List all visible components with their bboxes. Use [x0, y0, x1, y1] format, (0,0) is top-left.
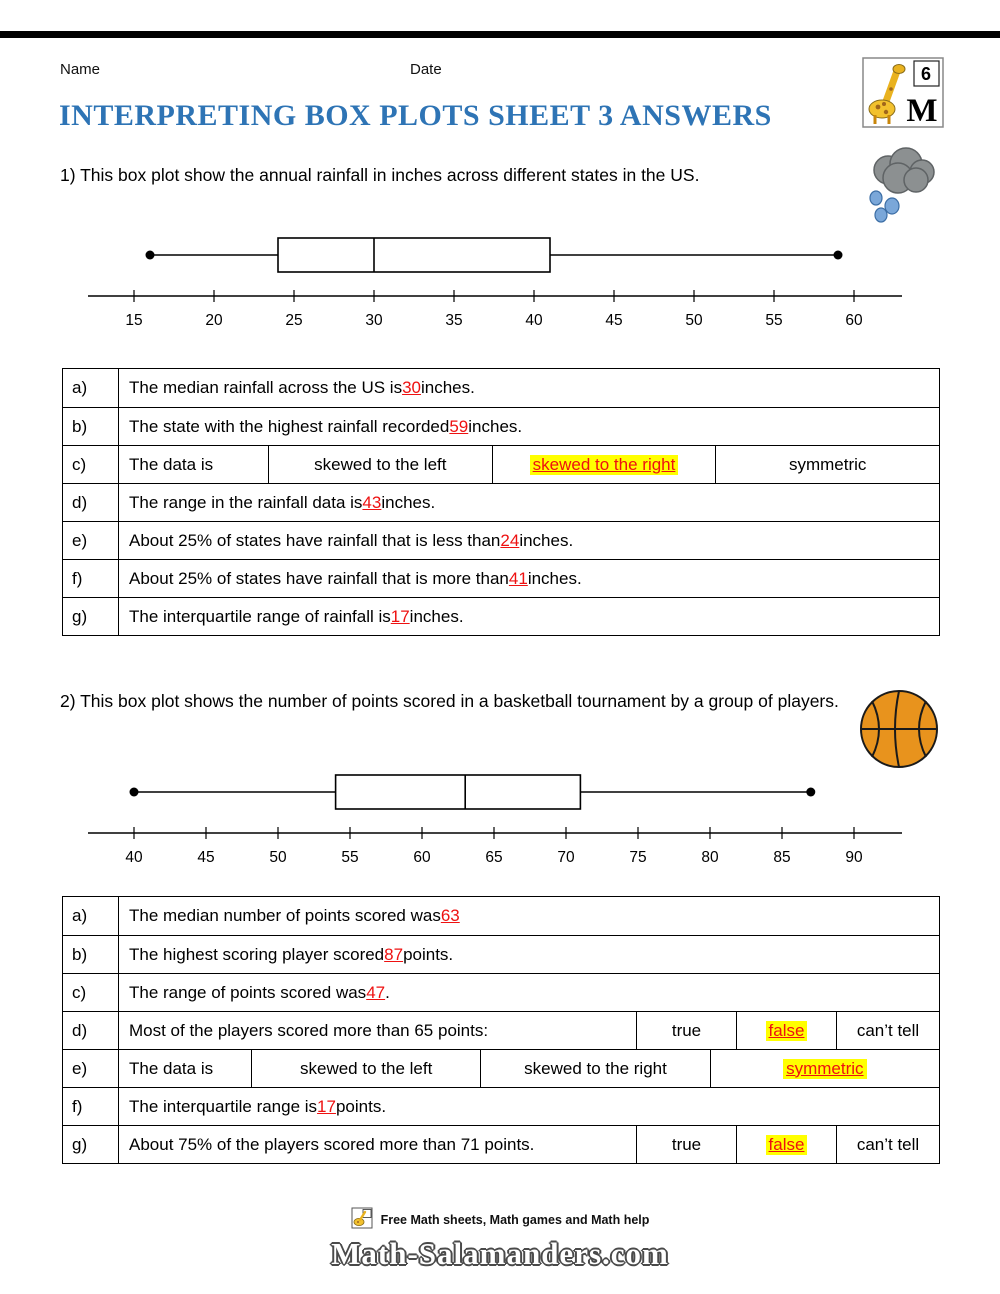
answer-value: 59: [449, 416, 469, 436]
choice-option: [251, 1050, 480, 1087]
page-title: INTERPRETING BOX PLOTS SHEET 3 ANSWERS: [59, 99, 772, 132]
table-row: [63, 935, 939, 973]
table-row-choice: [63, 445, 939, 483]
table-row: [63, 1087, 939, 1125]
svg-text:65: 65: [485, 849, 503, 866]
table-row-choice: [63, 1049, 939, 1087]
top-border-rule: [0, 31, 1000, 38]
choice-label: The data is: [118, 1050, 251, 1087]
choice-option-text: skewed to the left: [300, 1058, 433, 1078]
row-letter: g): [72, 1134, 88, 1154]
svg-text:60: 60: [845, 312, 863, 329]
svg-text:45: 45: [197, 849, 215, 866]
choice-option-text: can’t tell: [856, 1020, 920, 1040]
row-letter: e): [72, 530, 88, 550]
choice-option-text: symmetric: [788, 454, 867, 474]
svg-text:M: M: [906, 93, 938, 128]
boxplot-basketball: [60, 765, 940, 880]
row-letter: a): [72, 906, 88, 925]
svg-text:45: 45: [605, 312, 623, 329]
choice-option-text: can’t tell: [856, 1134, 920, 1154]
table-row-true-false: [63, 1011, 939, 1049]
table-row: [63, 559, 939, 597]
svg-text:20: 20: [205, 312, 223, 329]
row-text: points.: [335, 1096, 387, 1116]
footer: [0, 1207, 1000, 1272]
row-letter: e): [72, 1058, 88, 1078]
row-content: [118, 522, 939, 559]
row-content: [118, 974, 939, 1011]
svg-text:75: 75: [629, 849, 647, 866]
choice-option-selected: [736, 1012, 836, 1049]
table-row: [63, 369, 939, 407]
choice-option: [636, 1126, 736, 1163]
choice-option: [636, 1012, 736, 1049]
table-row: [63, 897, 939, 935]
question-1-number: 1): [60, 165, 76, 185]
row-text: inches.: [527, 568, 582, 588]
row-content: [118, 408, 939, 445]
row-text: The interquartile range of rainfall is: [129, 606, 391, 626]
answer-value: 24: [500, 530, 520, 550]
row-text: The range of points scored was: [129, 982, 367, 1002]
answer-value: 17: [390, 606, 410, 626]
footer-tagline: Free Math sheets, Math games and Math help: [380, 1212, 650, 1227]
svg-text:80: 80: [701, 849, 719, 866]
date-label: Date: [410, 61, 442, 78]
row-letter: b): [72, 416, 88, 436]
table-row-true-false: [63, 1125, 939, 1163]
answer-value: 41: [508, 568, 528, 588]
row-content: [118, 897, 939, 935]
row-text: inches.: [409, 606, 464, 626]
svg-text:6: 6: [920, 64, 932, 84]
svg-text:15: 15: [125, 312, 143, 329]
row-content: [118, 560, 939, 597]
row-text: The range in the rainfall data is: [129, 492, 363, 512]
row-content: [118, 598, 939, 635]
choice-option-text: symmetric: [783, 1059, 866, 1079]
row-text: The interquartile range is: [129, 1096, 318, 1116]
boxplot-rainfall: [60, 228, 940, 343]
choice-label: About 75% of the players scored more than 71 points.: [118, 1126, 636, 1163]
row-content: [118, 484, 939, 521]
row-text: About 25% of states have rainfall that is less than: [129, 530, 501, 550]
svg-text:55: 55: [765, 312, 783, 329]
svg-text:90: 90: [845, 849, 863, 866]
question-2-number: 2): [60, 691, 76, 711]
svg-text:30: 30: [365, 312, 383, 329]
choice-option-text: false: [766, 1021, 808, 1041]
svg-text:60: 60: [413, 849, 431, 866]
svg-text:50: 50: [685, 312, 703, 329]
row-text: inches.: [420, 378, 475, 397]
question-2-prompt: [60, 686, 845, 717]
choice-option: [480, 1050, 709, 1087]
row-content: [118, 1088, 939, 1125]
choice-option: [836, 1012, 939, 1049]
svg-text:85: 85: [773, 849, 791, 866]
table-row: [63, 521, 939, 559]
answer-value: 63: [440, 906, 460, 925]
rain-cloud-icon: [856, 144, 942, 229]
row-letter: b): [72, 944, 88, 964]
question-1-prompt: [60, 160, 880, 191]
row-letter: f): [72, 1096, 83, 1116]
svg-text:40: 40: [525, 312, 543, 329]
row-letter: a): [72, 378, 88, 397]
answer-value: 87: [384, 944, 404, 964]
table-row: [63, 597, 939, 635]
choice-option-text: true: [671, 1134, 702, 1154]
svg-text:55: 55: [341, 849, 359, 866]
row-text: inches.: [468, 416, 523, 436]
question-1-text: This box plot show the annual rainfall in inches across different states in the US.: [80, 165, 700, 185]
choice-option-text: true: [671, 1020, 702, 1040]
answer-value: 43: [362, 492, 382, 512]
name-label: Name: [60, 61, 101, 78]
svg-text:40: 40: [125, 849, 143, 866]
choice-label: Most of the players scored more than 65 points:: [118, 1012, 636, 1049]
question-2-answer-table: [62, 896, 940, 1164]
choice-option-text: skewed to the left: [314, 454, 447, 474]
row-text: inches.: [381, 492, 436, 512]
svg-text:70: 70: [557, 849, 575, 866]
choice-label: The data is: [118, 446, 268, 483]
question-2-text: This box plot shows the number of points scored in a basketball tournament by a group of players.: [80, 691, 839, 711]
choice-option-text: false: [766, 1135, 808, 1155]
svg-text:35: 35: [445, 312, 463, 329]
footer-logo-icon: [351, 1207, 373, 1232]
row-content: [118, 936, 939, 973]
basketball-icon: [858, 688, 940, 775]
choice-option: [268, 446, 492, 483]
answer-value: 17: [317, 1096, 336, 1116]
table-row: [63, 407, 939, 445]
row-text: points.: [403, 944, 454, 964]
choice-option-text: skewed to the right: [530, 455, 679, 475]
choice-option: [836, 1126, 939, 1163]
row-text: The state with the highest rainfall recorded: [129, 416, 450, 436]
answer-value: 47: [366, 982, 386, 1002]
row-letter: g): [72, 606, 88, 626]
row-letter: d): [72, 492, 88, 512]
table-row: [63, 973, 939, 1011]
answer-value: 30: [402, 378, 421, 397]
row-text: The highest scoring player scored: [129, 944, 385, 964]
row-letter: c): [72, 454, 87, 474]
question-1-answer-table: [62, 368, 940, 636]
row-letter: f): [72, 568, 83, 588]
row-text: The median number of points scored was: [129, 906, 441, 925]
svg-text:50: 50: [269, 849, 287, 866]
choice-option: [715, 446, 939, 483]
choice-option-text: skewed to the right: [524, 1058, 667, 1078]
row-text: About 25% of states have rainfall that is more than: [129, 568, 509, 588]
footer-site-name: Math-Salamanders.com: [331, 1236, 669, 1271]
row-text: The median rainfall across the US is: [129, 378, 403, 397]
choice-option-selected: [710, 1050, 939, 1087]
row-letter: c): [72, 982, 87, 1002]
choice-option-selected: [736, 1126, 836, 1163]
choice-option-selected: [492, 446, 716, 483]
row-text: .: [385, 982, 390, 1002]
row-text: inches.: [519, 530, 574, 550]
row-letter: d): [72, 1020, 88, 1040]
table-row: [63, 483, 939, 521]
row-content: [118, 369, 939, 407]
svg-text:25: 25: [285, 312, 303, 329]
